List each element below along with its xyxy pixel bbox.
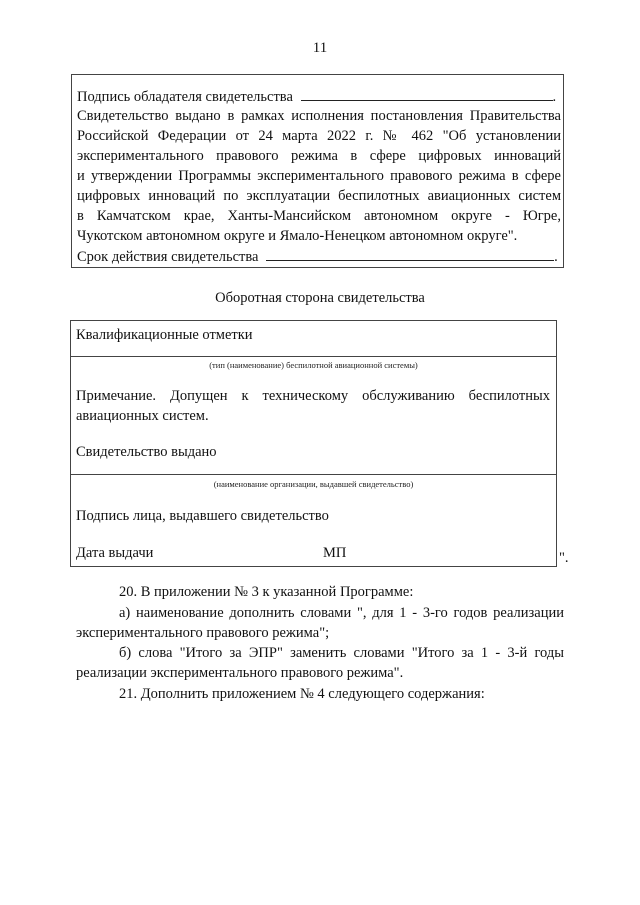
- validity-row: [77, 246, 561, 267]
- paragraph-21: 21. Дополнить приложением № 4 следующего содержания:: [119, 686, 485, 702]
- front-text-line: и утверждении Программы экспериментального правового режима в сфере: [77, 168, 561, 184]
- paragraph-b-cont: реализации экспериментального правового режима".: [76, 665, 404, 681]
- paragraph-a-cont: экспериментального правового режима";: [76, 625, 330, 641]
- holder-signature-row: [77, 86, 561, 107]
- paragraph-20: 20. В приложении № 3 к указанной Программе:: [119, 584, 414, 600]
- page-number: 11: [312, 40, 328, 56]
- divider-line: [71, 356, 556, 357]
- front-text-line: Российской Федерации от 24 марта 2022 г. № 462 "Об установлении: [77, 128, 561, 144]
- issuer-signature-label: Подпись лица, выдавшего свидетельство: [76, 508, 329, 524]
- paragraph-b: б) слова "Итого за ЭПР" заменить словами "Итого за 1 - 3-й годы: [119, 645, 564, 661]
- uas-type-caption: (тип (наименование) беспилотной авиационной системы): [209, 360, 418, 370]
- front-text-line: экспериментального правового режима в сфере цифровых инноваций: [77, 148, 561, 164]
- qualification-label: Квалификационные отметки: [76, 327, 253, 343]
- validity-line: [266, 246, 554, 261]
- front-text-line: Чукотском автономном округе и Ямало-Ненецком автономном округе".: [77, 228, 518, 244]
- holder-signature-label: Подпись обладателя свидетельства: [77, 89, 293, 105]
- validity-label: Срок действия свидетельства: [77, 249, 259, 265]
- note-line: Примечание. Допущен к техническому обслуживанию беспилотных: [76, 388, 550, 404]
- seal-label: МП: [323, 545, 347, 561]
- front-text-line: цифровых инноваций по эксплуатации беспилотных авиационных систем: [77, 188, 561, 204]
- line-end-dot: .: [554, 249, 558, 265]
- front-text-line: Свидетельство выдано в рамках исполнения постановления Правительства: [77, 108, 561, 124]
- closing-quote: ".: [559, 550, 569, 566]
- line-end-dot: .: [552, 89, 557, 105]
- divider-line: [71, 474, 556, 475]
- org-caption: (наименование организации, выдавшей свидетельство): [213, 479, 414, 489]
- front-text-line: в Камчатском крае, Ханты-Мансийском автономном округе - Югре,: [77, 208, 561, 224]
- issue-date-label: Дата выдачи: [76, 545, 154, 561]
- note-line: авиационных систем.: [76, 408, 209, 424]
- holder-signature-line: [301, 86, 553, 101]
- paragraph-a: а) наименование дополнить словами ", для 1 - 3-го годов реализации: [119, 605, 564, 621]
- back-side-title: Оборотная сторона свидетельства: [215, 290, 425, 306]
- issued-label: Свидетельство выдано: [76, 444, 217, 460]
